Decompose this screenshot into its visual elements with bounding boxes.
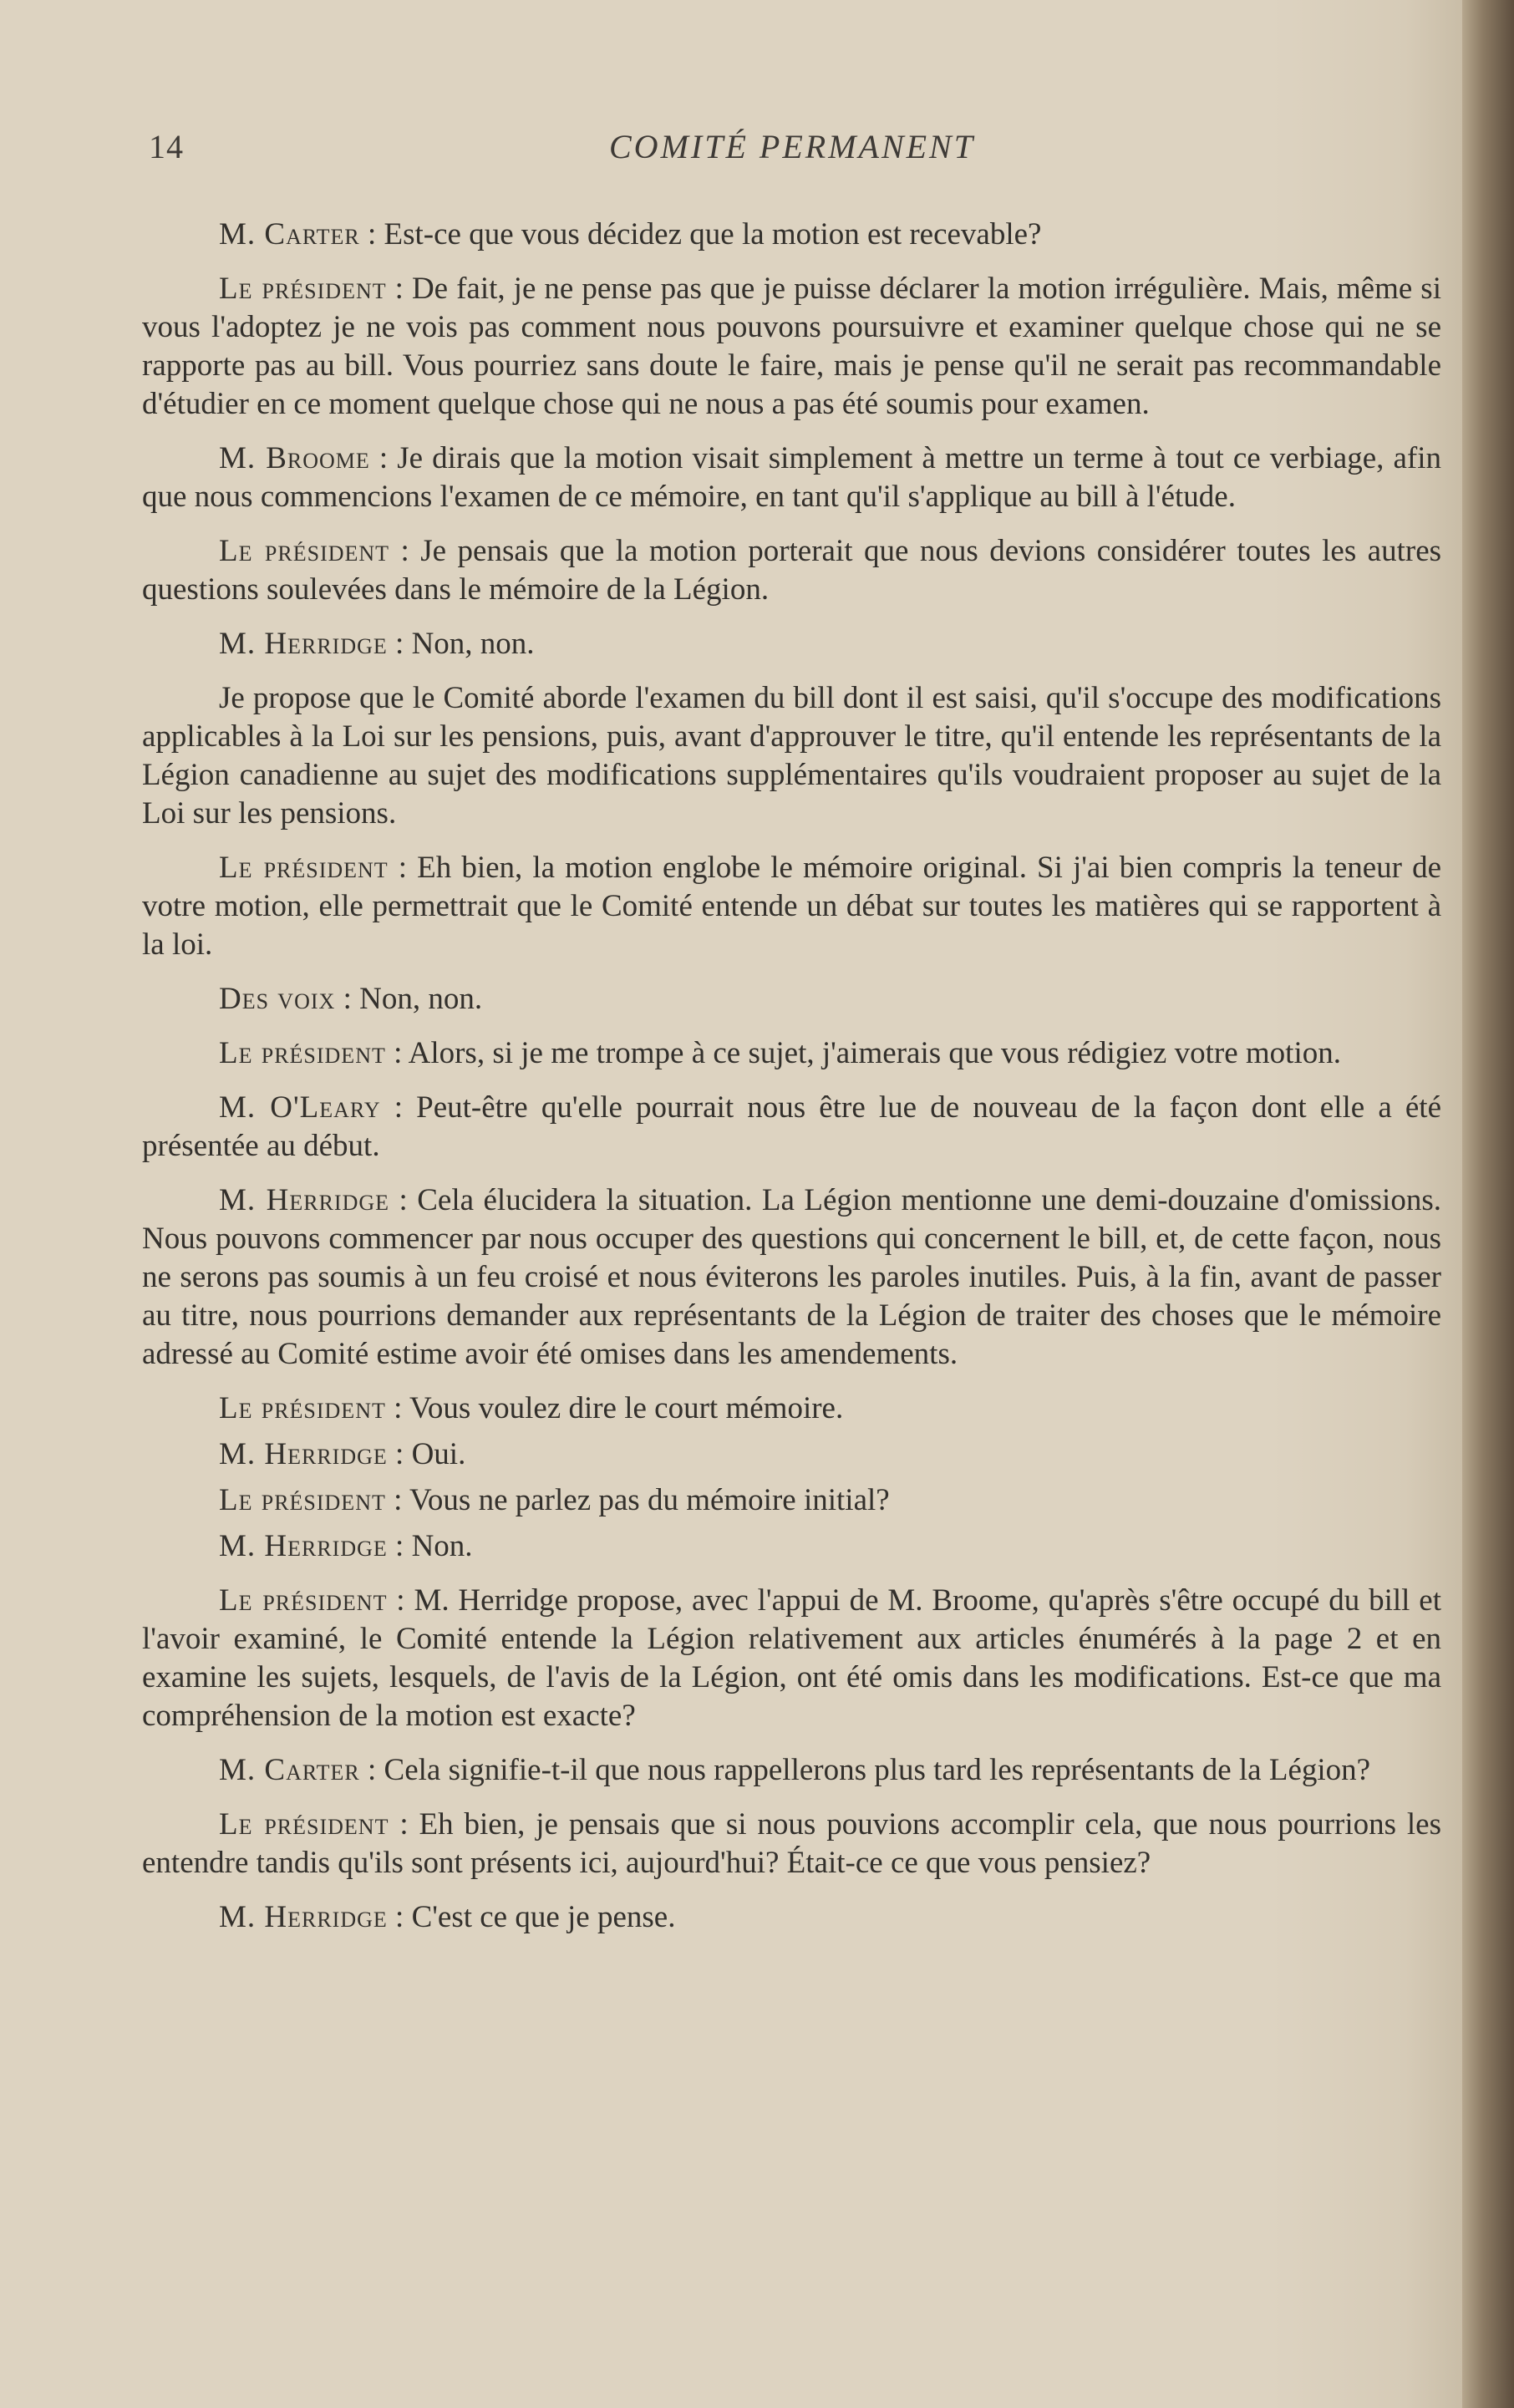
paragraph	[142, 679, 1441, 833]
running-head: COMITÉ PERMANENT	[609, 128, 975, 165]
paragraph: Des voix : Non, non.	[219, 982, 483, 1016]
paragraph: Le président : M. Herridge propose, avec l'appui de M. Broome, qu'après s'être occupé du bill et l'avoir examiné, le Comité entende la Légion relativement aux articles énumérés à la page 2 et en examine les sujets, lesquels, de l'avis de la Légion, ont été omis dans les modifications. Est-ce que ma compréhension de la motion est exacte?	[142, 1583, 1441, 1733]
paragraph-text: M. Herridge propose, avec l'appui de M. Broome, qu'après s'être occupé du bill et l'avoir examiné, le Comité entende la Légion relativement aux articles énumérés à la page 2 et en examine les sujets, lesquels, de l'avis de la Légion, ont été omis dans les modifications. Est-ce que ma compréhension de la motion est exacte?	[142, 1583, 1441, 1733]
speaker-name: M. Herridge	[219, 1900, 388, 1934]
paragraph-text: Peut-être qu'elle pourrait nous être lue de nouveau de la façon dont elle a été présentée au début.	[142, 1090, 1442, 1163]
speaker-name: Le président	[219, 272, 387, 306]
paragraph: Le président : Alors, si je me trompe à ce sujet, j'aimerais que vous rédigiez votre motion.	[219, 1036, 1341, 1070]
paragraph: M. Carter : Est-ce que vous décidez que la motion est recevable?	[219, 217, 1042, 251]
speaker-name: Des voix	[219, 982, 336, 1016]
paragraph-text: Vous voulez dire le court mémoire.	[409, 1391, 844, 1425]
speaker-name: Le président	[219, 1391, 386, 1425]
speaker-name: M. Herridge	[219, 1437, 388, 1471]
paragraph: Le président : Vous ne parlez pas du mémoire initial?	[219, 1483, 890, 1517]
paragraph-text: Non.	[411, 1529, 473, 1563]
paragraph-text: De fait, je ne pense pas que je puisse déclarer la motion irrégulière. Mais, même si vous l'adoptez je ne vois pas comment nous pouvons poursuivre et examiner quelque chose qui ne se rapporte pas au bill. Vous pourriez sans doute le faire, mais je pense qu'il ne serait pas recommandable d'étudier en ce moment quelque chose qui ne nous a pas été soumis pour examen.	[142, 272, 1441, 421]
speaker-name: Le président	[219, 1036, 386, 1070]
paragraph-text: Vous ne parlez pas du mémoire initial?	[409, 1483, 890, 1517]
paragraph-text: C'est ce que je pense.	[411, 1900, 676, 1934]
paragraph-text: Alors, si je me trompe à ce sujet, j'aimerais que vous rédigiez votre motion.	[408, 1036, 1341, 1070]
speaker-name: M. Herridge	[219, 1183, 389, 1217]
paragraph: Le président : Eh bien, la motion englobe le mémoire original. Si j'ai bien compris la teneur de votre motion, elle permettrait que le Comité entende un débat sur toutes les matières qui se rapportent à la loi.	[142, 851, 1442, 962]
paragraph: Le président : De fait, je ne pense pas que je puisse déclarer la motion irrégulière. Mais, même si vous l'adoptez je ne vois pas comment nous pouvons poursuivre et examiner quelque chose qui ne se rapporte pas au bill. Vous pourriez sans doute le faire, mais je pense qu'il ne serait pas recommandable d'étudier en ce moment quelque chose qui ne nous a pas été soumis pour examen.	[142, 272, 1441, 421]
paragraph: M. Herridge : Oui.	[219, 1437, 466, 1471]
paragraph: Le président : Vous voulez dire le court mémoire.	[219, 1391, 844, 1425]
paragraph-text: Eh bien, la motion englobe le mémoire original. Si j'ai bien compris la teneur de votre motion, elle permettrait que le Comité entende un débat sur toutes les matières qui se rapportent à la loi.	[142, 851, 1442, 962]
book-spine-edge	[1462, 0, 1514, 2408]
speaker-name: M. Herridge	[219, 1529, 388, 1563]
speaker-name: M. Carter	[219, 1753, 360, 1787]
paragraph-text: Non, non.	[359, 982, 483, 1016]
paragraph-text: Oui.	[411, 1437, 466, 1471]
speaker-name: Le président	[219, 1583, 388, 1618]
paragraph-text: Non, non.	[411, 627, 535, 661]
page-body	[142, 216, 1441, 1953]
speaker-name: M. Carter	[219, 217, 360, 251]
page-header	[149, 127, 1435, 177]
paragraph: M. Broome : Je dirais que la motion visait simplement à mettre un terme à tout ce verbiage, afin que nous commencions l'examen de ce mémoire, en tant qu'il s'applique au bill à l'étude.	[142, 441, 1441, 514]
paragraph-text: Eh bien, je pensais que si nous pouvions accomplir cela, que nous pourrions les entendre tandis qu'ils sont présents ici, aujourd'hui? Était-ce ce que vous pensiez?	[142, 1807, 1442, 1880]
paragraph-text: Cela élucidera la situation. La Légion mentionne une demi-douzaine d'omissions. Nous pouvons commencer par nous occuper des questions qui concernent le bill, et, de cette façon, nous ne serons pas soumis à un feu croisé et nous éviterons les paroles inutiles. Puis, à la fin, avant de passer au titre, nous pourrions demander aux représentants de la Légion de traiter des choses que le mémoire adressé au Comité estime avoir été omises dans les amendements.	[142, 1183, 1441, 1371]
speaker-name: Le président	[219, 534, 390, 568]
speaker-name: M. Herridge	[219, 627, 388, 661]
paragraph: M. Herridge : Non.	[219, 1529, 473, 1563]
paragraph-text: Je propose que le Comité aborde l'examen du bill dont il est saisi, qu'il s'occupe des modifications applicables à la Loi sur les pensions, puis, avant d'approuver le titre, qu'il entende les représentants de la Légion canadienne au sujet des modifications supplémentaires qu'ils voudraient proposer au sujet de la Loi sur les pensions.	[142, 681, 1441, 831]
paragraph: M. Herridge : Cela élucidera la situation. La Légion mentionne une demi-douzaine d'omissions. Nous pouvons commencer par nous occuper des questions qui concernent le bill, et, de cette façon, nous ne serons pas soumis à un feu croisé et nous éviterons les paroles inutiles. Puis, à la fin, avant de passer au titre, nous pourrions demander aux représentants de la Légion de traiter des choses que le mémoire adressé au Comité estime avoir été omises dans les amendements.	[142, 1183, 1441, 1371]
speaker-name: M. Broome	[219, 441, 370, 475]
paragraph: M. Herridge : Non, non.	[219, 627, 535, 661]
paragraph-text: Je pensais que la motion porterait que nous devions considérer toutes les autres questions soulevées dans le mémoire de la Légion.	[142, 534, 1442, 607]
paragraph: Le président : Eh bien, je pensais que si nous pouvions accomplir cela, que nous pourrions les entendre tandis qu'ils sont présents ici, aujourd'hui? Était-ce ce que vous pensiez?	[142, 1807, 1442, 1880]
paragraph: M. Carter : Cela signifie-t-il que nous rappellerons plus tard les représentants de la Légion?	[219, 1753, 1371, 1787]
page-number: 14	[149, 128, 184, 165]
paragraph-text: Cela signifie-t-il que nous rappellerons plus tard les représentants de la Légion?	[384, 1753, 1371, 1787]
speaker-name: Le président	[219, 1807, 389, 1842]
speaker-name: Le président	[219, 1483, 386, 1517]
paragraph-text: Je dirais que la motion visait simplement à mettre un terme à tout ce verbiage, afin que nous commencions l'examen de ce mémoire, en tant qu'il s'applique au bill à l'étude.	[142, 441, 1441, 514]
paragraph: M. O'Leary : Peut-être qu'elle pourrait nous être lue de nouveau de la façon dont elle a été présentée au début.	[142, 1090, 1442, 1163]
paragraph-text: Est-ce que vous décidez que la motion est recevable?	[384, 217, 1042, 251]
paragraph: Le président : Je pensais que la motion porterait que nous devions considérer toutes les autres questions soulevées dans le mémoire de la Légion.	[142, 534, 1442, 607]
paragraph: M. Herridge : C'est ce que je pense.	[219, 1900, 676, 1934]
speaker-name: M. O'Leary	[219, 1090, 381, 1125]
speaker-name: Le président	[219, 851, 389, 885]
